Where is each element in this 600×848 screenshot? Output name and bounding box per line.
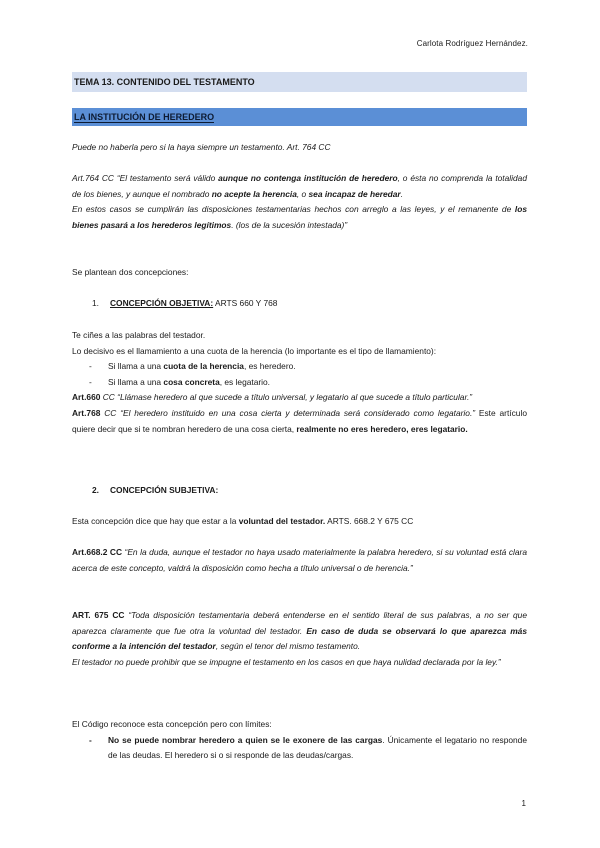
objetiva-title: CONCEPCIÓN OBJETIVA:: [110, 298, 214, 308]
art-768-quote: Art.768 CC “El heredero instituido en una cosa cierta y determinada será considerado como legatario.” Este artículo quiere decir que si te nombran heredero de una cosa cierta, realmente no eres heredero, eres legatario.: [72, 407, 527, 434]
concepciones-intro: Se plantean dos concepciones:: [72, 267, 189, 277]
art-675-quote: ART. 675 CC “Toda disposición testamentaria deberá entenderse en el sentido literal de sus palabras, a no ser que aparezca claramente que fue otra la voluntad del testador. En caso de duda se observará lo que aparezca más conforme a la intención del testador, según el tenor del mismo testamento. El testador no puede prohibir que se impugne el testamento en los casos en que haya nulidad declarada por la ley.”: [72, 610, 527, 667]
list-number: 2.: [92, 485, 99, 495]
objetiva-heading: 1. CONCEPCIÓN OBJETIVA: ARTS 660 Y 768: [72, 296, 527, 312]
list-item: - Si llama a una cosa concreta, es legatario.: [89, 376, 271, 387]
section-heading: LA INSTITUCIÓN DE HEREDERO: [74, 112, 215, 122]
section-heading-bar: [72, 108, 527, 126]
intro-paragraph: Puede no haberla pero si la haya siempre un testamento. Art. 764 CC: [72, 142, 331, 152]
author-header: Carlota Rodríguez Hernández.: [416, 39, 528, 48]
art-660-quote: Art.660 CC “Llámase heredero al que sucede a título universal, y legatario al que sucede a título particular.”: [72, 392, 473, 403]
art-668-2-quote: Art.668.2 CC “En la duda, aunque el testador no haya usado materialmente la palabra heredero, si su voluntad está clara acerca de este concepto, valdrá la disposición como hecha a título universal o de herencia.”: [72, 547, 527, 573]
objetiva-line-2: Lo decisivo es el llamamiento a una cuota de la herencia (lo importante es el tipo de llamamiento):: [72, 345, 437, 356]
codigo-limites: El Código reconoce esta concepción pero con límites: - No se puede nombrar heredero a quien se le exonere de las cargas. Únicamente el legatario no responde de las deudas. El heredero si o si responde de las deudas/cargas.: [72, 717, 527, 764]
objetiva-body: [72, 328, 527, 437]
subjetiva-title: CONCEPCIÓN SUBJETIVA:: [110, 485, 219, 495]
subjetiva-intro: Esta concepción dice que hay que estar a la voluntad del testador. ARTS. 668.2 Y 675 CC: [72, 516, 414, 526]
page-number: 1: [521, 799, 526, 808]
objetiva-line-1: Te ciñes a las palabras del testador.: [72, 330, 206, 340]
list-item: - No se puede nombrar heredero a quien se le exonere de las cargas. Únicamente el legatario no responde de las deudas. El heredero si o si responde de las deudas/cargas.: [89, 734, 527, 761]
list-number: 1.: [92, 298, 99, 308]
topic-title: TEMA 13. CONTENIDO DEL TESTAMENTO: [74, 77, 255, 87]
list-item: - Si llama a una cuota de la herencia, es heredero.: [89, 361, 296, 372]
topic-title-bar: [72, 72, 527, 92]
art-764-quote: Art.764 CC “El testamento será válido aunque no contenga institución de heredero, o ésta no comprenda la totalidad de los bienes, y aunque el nombrado no acepte la herencia, o sea incapaz de heredar. En estos casos se cumplirán las disposiciones testamentarias hechos con arreglo a las leyes, y el remanente de los bienes pasará a los herederos legítimos. (los de la sucesión intestada)”: [72, 173, 527, 230]
subjetiva-heading: [72, 483, 527, 499]
